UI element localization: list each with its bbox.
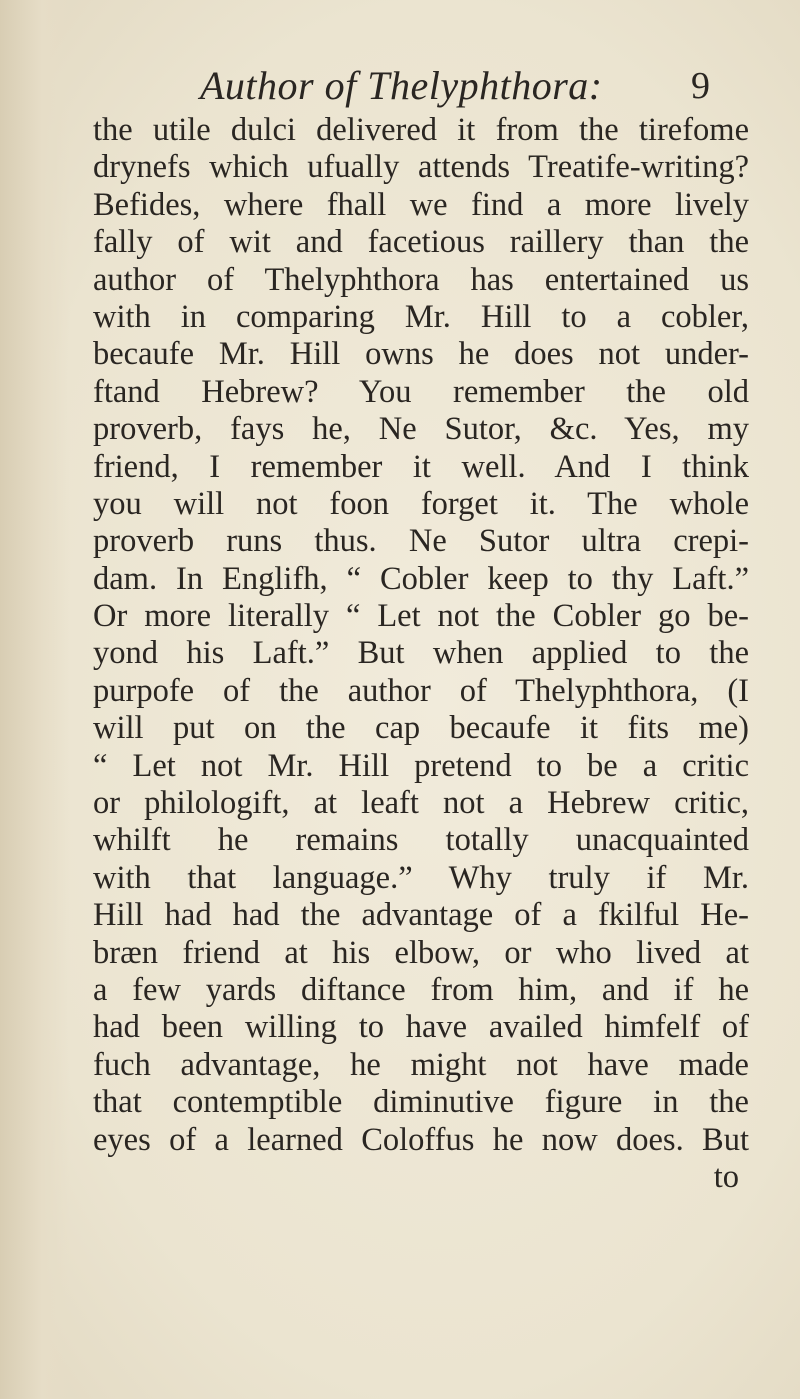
page-number: 9 <box>691 65 710 107</box>
text-line: will put on the cap becaufe it fits me) <box>93 710 749 747</box>
text-line: Or more literally “ Let not the Cobler go be- <box>93 598 749 635</box>
text-line: ftand Hebrew? You remember the old <box>93 373 749 410</box>
text-line: had been willing to have availed himfelf of <box>93 1009 749 1046</box>
page-gutter-shadow <box>0 0 70 1399</box>
text-line: Hill had had the advantage of a fkilful He- <box>93 897 749 934</box>
text-line: “ Let not Mr. Hill pretend to be a critic <box>93 747 749 784</box>
text-line: purpofe of the author of Thelyphthora, (I <box>93 672 749 709</box>
text-line: yond his Laft.” But when applied to the <box>93 635 749 672</box>
text-line: fally of wit and facetious raillery than the <box>93 224 749 261</box>
text-line: bræn friend at his elbow, or who lived at <box>93 934 749 971</box>
text-line: fuch advantage, he might not have made <box>93 1046 749 1083</box>
text-line: friend, I remember it well. And I think <box>93 448 749 485</box>
catchword: to <box>713 1158 739 1195</box>
running-title: Author of Thelyphthora: <box>200 63 603 108</box>
text-line: Befides, where fhall we find a more lively <box>93 186 749 223</box>
text-line: whilft he remains totally unacquainted <box>93 822 749 859</box>
text-line: eyes of a learned Coloffus he now does. But <box>93 1121 749 1158</box>
text-line: that contemptible diminutive figure in the <box>93 1084 749 1121</box>
text-line: becaufe Mr. Hill owns he does not under- <box>93 336 749 373</box>
text-line: the utile dulci delivered it from the tirefome <box>93 112 749 148</box>
text-line: a few yards diftance from him, and if he <box>93 971 749 1008</box>
text-line: proverb, fays he, Ne Sutor, &c. Yes, my <box>93 411 749 448</box>
text-line: author of Thelyphthora has entertained us <box>93 261 749 298</box>
text-line: with in comparing Mr. Hill to a cobler, <box>93 298 749 335</box>
body-text <box>93 112 749 1196</box>
text-line: drynefs which ufually attends Treatife-writing? <box>93 149 749 186</box>
text-line: proverb runs thus. Ne Sutor ultra crepi- <box>93 523 749 560</box>
text-line: or philologift, at leaft not a Hebrew critic, <box>93 785 749 822</box>
text-line: you will not foon forget it. The whole <box>93 485 749 522</box>
text-line: dam. In Englifh, “ Cobler keep to thy Laft.” <box>93 560 749 597</box>
text-line: with that language.” Why truly if Mr. <box>93 859 749 896</box>
page-header <box>200 62 720 110</box>
